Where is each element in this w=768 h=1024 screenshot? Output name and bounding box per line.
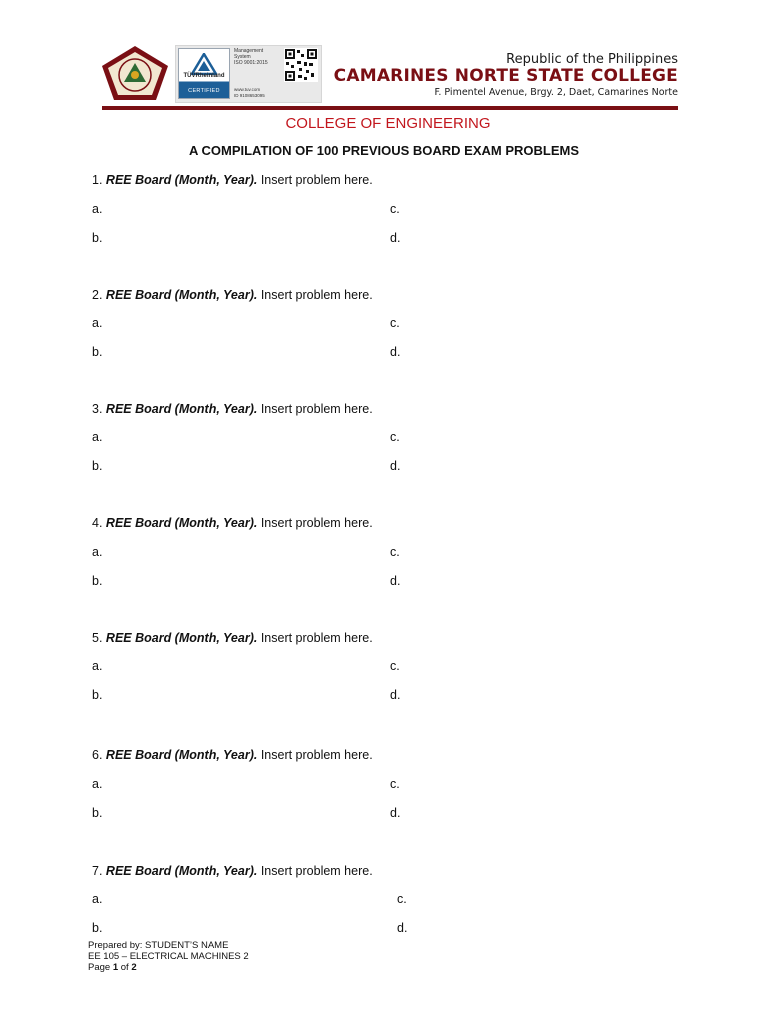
college-seal-logo [100,44,170,102]
option-c: c. [390,430,400,444]
tuv-brand-text: TÜVRheinland [183,73,225,79]
option-a: a. [92,430,103,444]
board-exam-tag: REE Board (Month, Year). [105,748,258,762]
option-c: c. [390,777,400,791]
prepared-by: Prepared by: STUDENT’S NAME [88,940,229,951]
certified-label: CERTIFIED [188,88,220,94]
page-number: Page 1 of 2 [88,962,137,973]
option-c: c. [390,316,400,330]
problem-question: 3. REE Board (Month, Year). Insert problem here. [92,402,373,416]
option-b: b. [92,921,103,935]
problem-question: 1. REE Board (Month, Year). Insert problem here. [92,173,373,187]
option-b: b. [92,231,103,245]
option-c: c. [390,202,400,216]
board-exam-tag: REE Board (Month, Year). [105,288,258,302]
option-d: d. [390,345,401,359]
page-footer [88,940,249,973]
problem-item [92,631,692,711]
problem-text: Insert problem here. [260,748,373,762]
problem-item [92,288,692,368]
board-exam-tag: REE Board (Month, Year). [105,173,258,187]
certificate-id-text: www.tuv.com ID 9108653095 [234,87,265,98]
letterhead [0,0,768,115]
problem-item [92,864,692,944]
option-c: c. [397,892,407,906]
option-a: a. [92,545,103,559]
document-title: A COMPILATION OF 100 PREVIOUS BOARD EXAM PROBLEMS [188,143,580,158]
option-a: a. [92,777,103,791]
option-b: b. [92,806,103,820]
board-exam-tag: REE Board (Month, Year). [105,516,258,530]
option-d: d. [390,459,401,473]
course-label: EE 105 – ELECTRICAL MACHINES 2 [88,951,249,962]
problem-text: Insert problem here. [260,631,373,645]
qr-code-icon [284,48,318,82]
option-d: d. [390,574,401,588]
problem-item [92,402,692,482]
header-divider [102,106,678,110]
option-d: d. [390,806,401,820]
option-c: c. [390,659,400,673]
option-b: b. [92,459,103,473]
problem-question: 2. REE Board (Month, Year). Insert problem here. [92,288,373,302]
problem-text: Insert problem here. [260,516,373,530]
republic-label: Republic of the Philippines [506,52,678,67]
problem-item [92,748,692,828]
board-exam-tag: REE Board (Month, Year). [105,402,258,416]
tuv-rheinland-logo [178,48,230,99]
option-a: a. [92,659,103,673]
option-d: d. [390,231,401,245]
option-a: a. [92,892,103,906]
option-a: a. [92,316,103,330]
problem-text: Insert problem here. [260,864,373,878]
college-name: CAMARINES NORTE STATE COLLEGE [333,66,678,86]
problem-text: Insert problem here. [260,173,373,187]
option-c: c. [390,545,400,559]
problem-question: 6. REE Board (Month, Year). Insert problem here. [92,748,373,762]
college-address: F. Pimentel Avenue, Brgy. 2, Daet, Camarines Norte [434,87,678,98]
board-exam-tag: REE Board (Month, Year). [105,864,258,878]
problem-item [92,173,692,253]
problem-question: 7. REE Board (Month, Year). Insert problem here. [92,864,373,878]
problem-question: 5. REE Board (Month, Year). Insert problem here. [92,631,373,645]
problem-text: Insert problem here. [260,288,373,302]
option-b: b. [92,574,103,588]
problem-text: Insert problem here. [260,402,373,416]
iso-certification-badge [175,45,322,103]
option-d: d. [390,688,401,702]
problem-item [92,516,692,596]
board-exam-tag: REE Board (Month, Year). [105,631,258,645]
management-system-text: Management System ISO 9001:2015 [234,48,268,67]
option-a: a. [92,202,103,216]
department-title: COLLEGE OF ENGINEERING [285,115,491,132]
problem-question: 4. REE Board (Month, Year). Insert problem here. [92,516,373,530]
option-b: b. [92,688,103,702]
option-b: b. [92,345,103,359]
tuv-triangle-icon [191,53,217,75]
option-d: d. [397,921,408,935]
